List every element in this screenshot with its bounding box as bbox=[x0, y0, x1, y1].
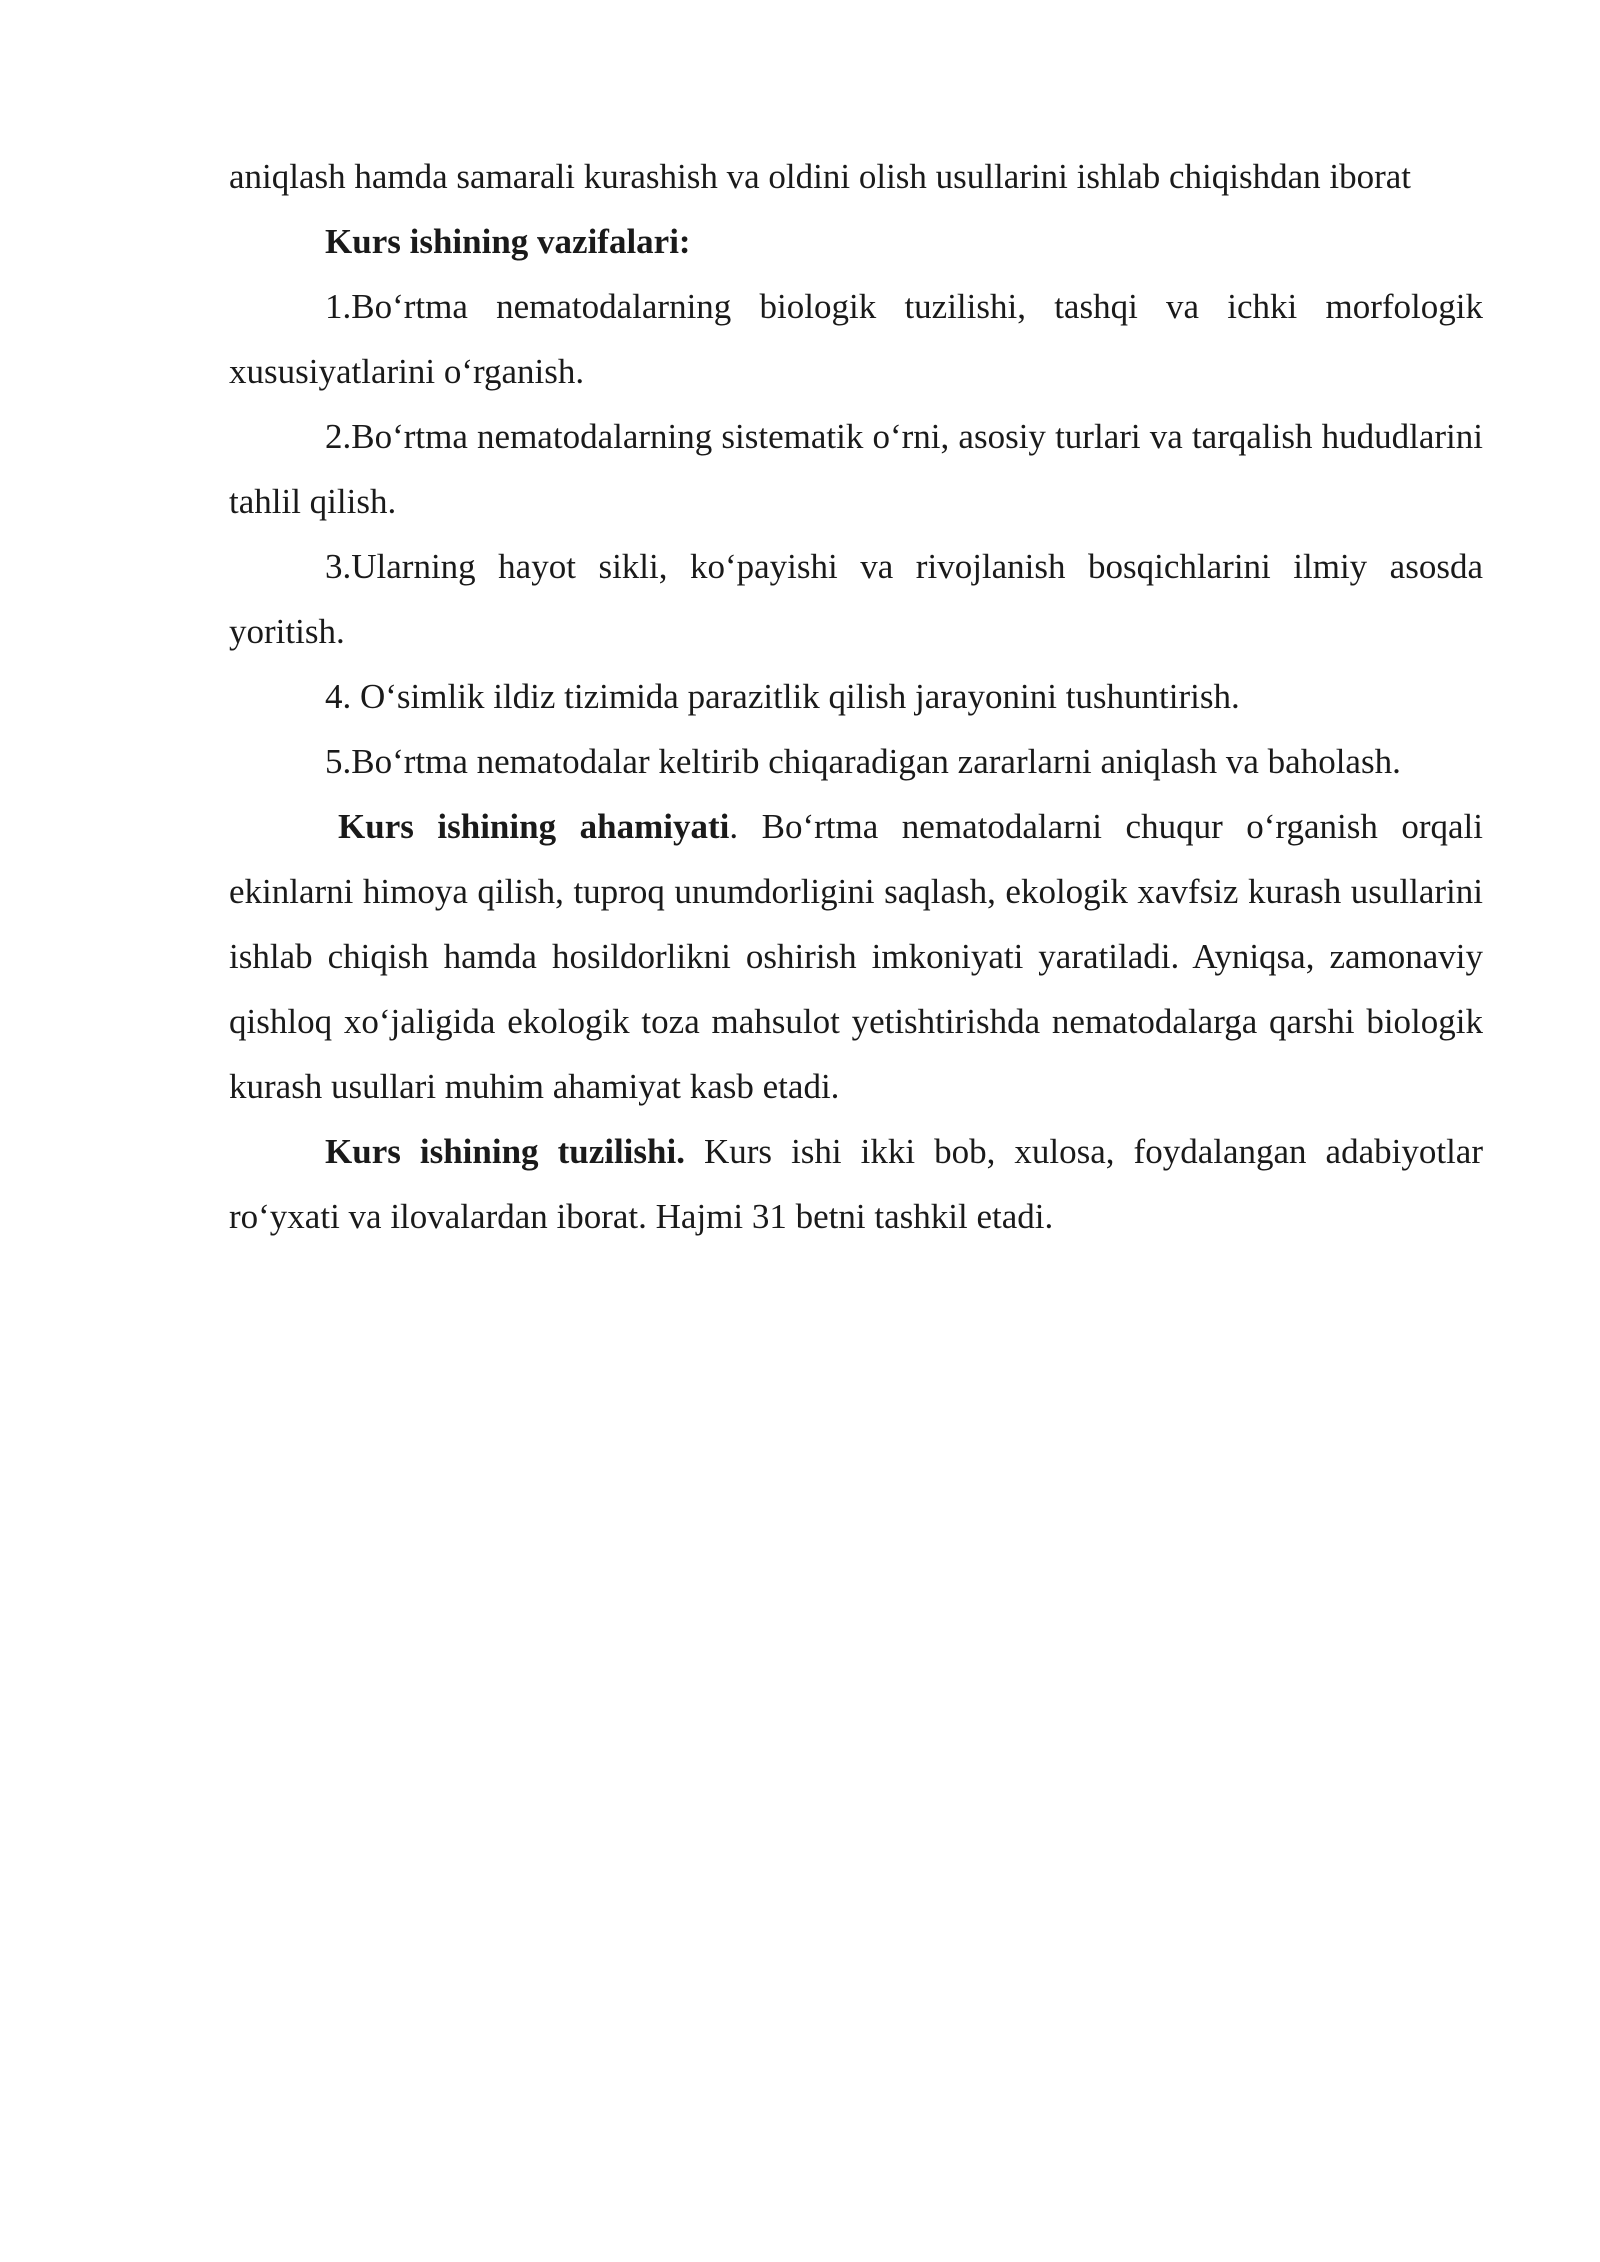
tasks-heading: Kurs ishining vazifalari: bbox=[325, 222, 691, 261]
structure-text: Kurs ishi ikki bob, xulosa, foydalangan adabiyotlar ro‘yxati va ilovalardan iborat. Hajmi 31 betni tashkil etadi. bbox=[229, 1132, 1483, 1236]
tasks-heading-paragraph bbox=[229, 209, 1483, 274]
task-item-2: 2.Bo‘rtma nematodalarning sistematik o‘rni, asosiy turlari va tarqalish hududlarini tahlil qilish. bbox=[229, 417, 1483, 521]
structure-paragraph bbox=[229, 1119, 1483, 1249]
task-item-3: 3.Ularning hayot sikli, ko‘payishi va rivojlanish bosqichlarini ilmiy asosda yoritish. bbox=[229, 547, 1483, 651]
task-item-1: 1.Bo‘rtma nematodalarning biologik tuzilishi, tashqi va ichki morfologik xususiyatlarini o‘rganish. bbox=[229, 287, 1483, 391]
importance-text: . Bo‘rtma nematodalarni chuqur o‘rganish orqali ekinlarni himoya qilish, tuproq unumdorligini saqlash, ekologik xavfsiz kurash usullarini ishlab chiqish hamda hosildorlikni oshirish imkoniyati yaratiladi. Ayniqsa, zamonaviy qishloq xo‘jaligida ekologik toza mahsulot yetishtirishda nematodalarga qarshi biologik kurash usullari muhim ahamiyat kasb etadi. bbox=[229, 807, 1483, 1106]
task-item-5: 5.Bo‘rtma nematodalar keltirib chiqaradigan zararlarni aniqlash va baholash. bbox=[325, 742, 1401, 781]
intro-paragraph: aniqlash hamda samarali kurashish va oldini olish usullarini ishlab chiqishdan iborat bbox=[229, 157, 1412, 196]
importance-heading: Kurs ishining ahamiyati bbox=[338, 807, 730, 846]
task-item-4: 4. O‘simlik ildiz tizimida parazitlik qilish jarayonini tushuntirish. bbox=[325, 677, 1240, 716]
structure-heading: Kurs ishining tuzilishi. bbox=[325, 1132, 685, 1171]
document-body bbox=[229, 144, 1483, 1249]
importance-paragraph bbox=[229, 794, 1483, 1119]
